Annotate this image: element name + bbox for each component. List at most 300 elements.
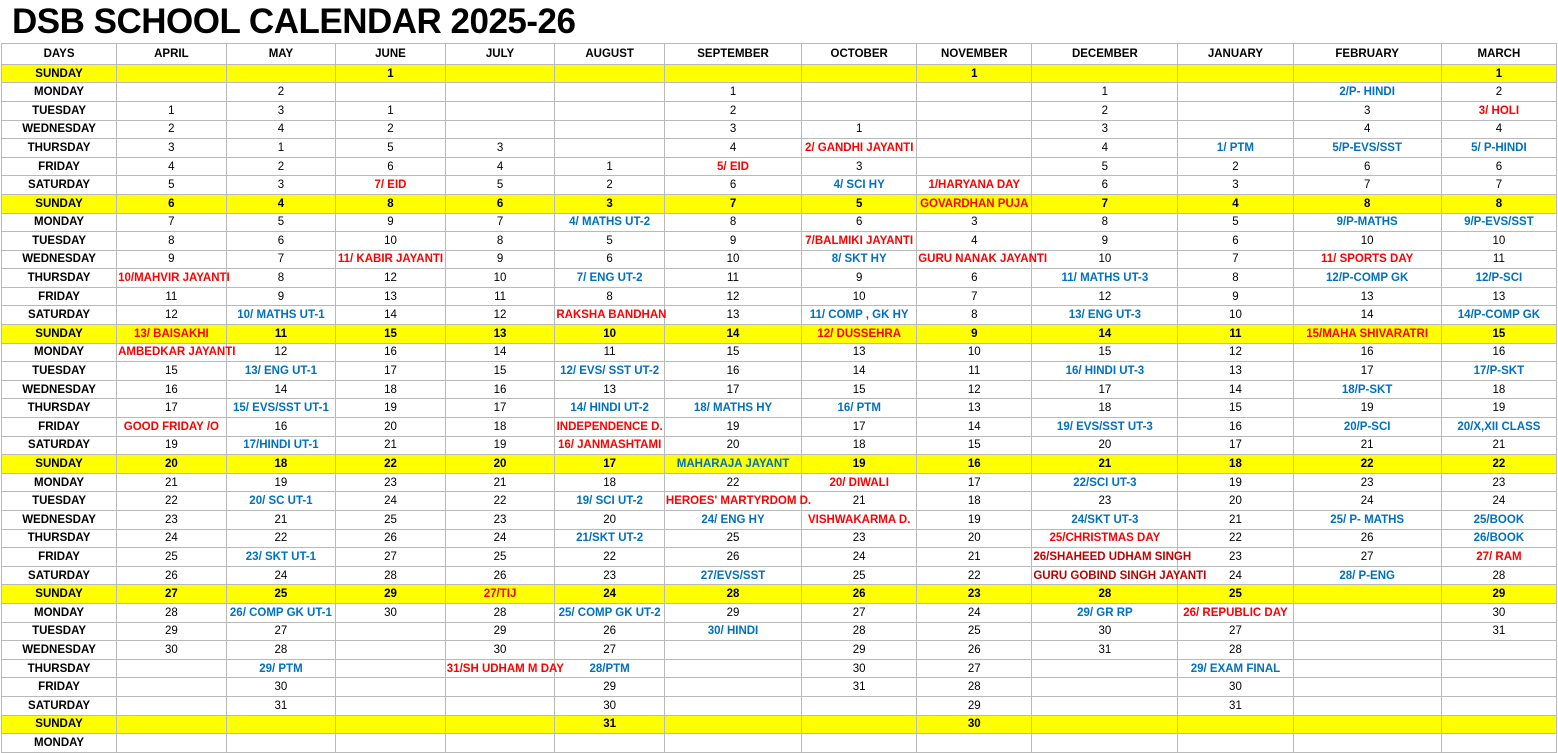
calendar-cell[interactable]: 7 [1441, 176, 1556, 195]
calendar-cell[interactable]: 4 [917, 232, 1032, 251]
calendar-cell[interactable] [917, 120, 1032, 139]
calendar-cell[interactable]: 15 [664, 343, 801, 362]
calendar-cell[interactable] [1032, 696, 1178, 715]
calendar-cell[interactable]: 9 [917, 325, 1032, 344]
calendar-cell[interactable]: 30 [336, 603, 446, 622]
calendar-cell[interactable]: 24 [555, 585, 665, 604]
calendar-cell[interactable]: 2 [226, 157, 336, 176]
calendar-cell[interactable] [1293, 269, 1441, 288]
calendar-cell[interactable]: 20 [664, 436, 801, 455]
calendar-cell[interactable]: 26/BOOK [1441, 529, 1556, 548]
calendar-cell[interactable]: 19 [445, 436, 555, 455]
calendar-cell[interactable]: 16 [917, 455, 1032, 474]
calendar-cell[interactable]: 2 [664, 101, 801, 120]
calendar-cell[interactable] [1178, 603, 1293, 622]
calendar-cell[interactable] [1441, 418, 1556, 437]
calendar-cell[interactable]: 30 [1032, 622, 1178, 641]
calendar-cell[interactable]: 21 [117, 473, 227, 492]
calendar-cell[interactable] [1293, 585, 1441, 604]
calendar-cell[interactable] [664, 455, 801, 474]
calendar-cell[interactable]: 6 [336, 157, 446, 176]
calendar-cell[interactable] [664, 659, 801, 678]
calendar-cell[interactable] [802, 139, 917, 158]
calendar-cell[interactable]: 10 [555, 325, 665, 344]
calendar-cell[interactable]: 10 [664, 250, 801, 269]
calendar-cell[interactable]: 20/P-SCI [1293, 418, 1441, 437]
calendar-cell[interactable]: 13 [1441, 287, 1556, 306]
calendar-cell[interactable]: 17 [1293, 362, 1441, 381]
calendar-cell[interactable]: 14 [336, 306, 446, 325]
calendar-cell[interactable]: 8/ SKT HY [802, 250, 917, 269]
calendar-cell[interactable] [226, 64, 336, 83]
calendar-cell[interactable]: 28 [117, 603, 227, 622]
calendar-cell[interactable]: 5 [336, 139, 446, 158]
calendar-cell[interactable]: 27 [1178, 622, 1293, 641]
calendar-cell[interactable] [117, 325, 227, 344]
calendar-cell[interactable]: 17 [555, 455, 665, 474]
calendar-cell[interactable]: 16/ PTM [802, 399, 917, 418]
calendar-cell[interactable] [445, 83, 555, 102]
calendar-cell[interactable] [1178, 64, 1293, 83]
calendar-cell[interactable]: 30 [445, 641, 555, 660]
calendar-cell[interactable] [1032, 548, 1192, 567]
calendar-cell[interactable]: 22 [1293, 455, 1441, 474]
calendar-cell[interactable] [336, 696, 446, 715]
calendar-cell[interactable] [802, 715, 917, 734]
calendar-cell[interactable] [336, 83, 446, 102]
calendar-cell[interactable]: 29 [555, 678, 665, 697]
calendar-cell[interactable] [555, 418, 665, 437]
calendar-cell[interactable] [1293, 641, 1441, 660]
calendar-cell[interactable]: 4 [1178, 194, 1293, 213]
calendar-cell[interactable]: 10 [917, 343, 1032, 362]
calendar-cell[interactable]: 13 [555, 380, 665, 399]
calendar-cell[interactable]: 28 [226, 641, 336, 660]
calendar-cell[interactable]: 27 [117, 585, 227, 604]
calendar-cell[interactable]: 11 [1441, 250, 1556, 269]
calendar-cell[interactable]: 6 [802, 213, 917, 232]
calendar-cell[interactable] [917, 157, 1032, 176]
calendar-cell[interactable]: 16 [1178, 418, 1293, 437]
calendar-cell[interactable]: 2 [226, 83, 336, 102]
calendar-cell[interactable]: 30 [555, 696, 665, 715]
calendar-cell[interactable]: 3/ HOLI [1441, 101, 1556, 120]
calendar-cell[interactable]: 1 [1441, 64, 1556, 83]
calendar-cell[interactable]: 31 [802, 678, 917, 697]
calendar-cell[interactable] [664, 734, 801, 753]
calendar-cell[interactable]: 27 [226, 622, 336, 641]
calendar-cell[interactable]: 8 [555, 287, 665, 306]
calendar-cell[interactable]: 2 [1441, 83, 1556, 102]
calendar-cell[interactable]: 26 [555, 622, 665, 641]
calendar-cell[interactable] [664, 399, 801, 418]
calendar-cell[interactable]: 21 [917, 548, 1032, 567]
calendar-cell[interactable]: 6 [1441, 157, 1556, 176]
calendar-cell[interactable] [117, 343, 236, 362]
calendar-cell[interactable]: 16 [445, 380, 555, 399]
calendar-cell[interactable]: 14 [1293, 306, 1441, 325]
calendar-cell[interactable]: 1 [226, 139, 336, 158]
calendar-cell[interactable]: 7 [117, 213, 227, 232]
calendar-cell[interactable]: 10 [1293, 232, 1441, 251]
calendar-cell[interactable]: 25 [664, 529, 801, 548]
calendar-cell[interactable] [555, 269, 665, 288]
calendar-cell[interactable]: 18 [1441, 380, 1556, 399]
calendar-cell[interactable]: 31 [555, 715, 665, 734]
calendar-cell[interactable]: 11 [664, 269, 801, 288]
calendar-cell[interactable]: 23 [802, 529, 917, 548]
calendar-cell[interactable]: 29 [664, 603, 801, 622]
calendar-cell[interactable]: 7 [226, 250, 336, 269]
calendar-cell[interactable]: 31 [226, 696, 336, 715]
calendar-cell[interactable]: 29 [117, 622, 227, 641]
calendar-cell[interactable]: 1 [664, 83, 801, 102]
calendar-cell[interactable] [555, 306, 665, 325]
calendar-cell[interactable]: 6 [917, 269, 1032, 288]
calendar-cell[interactable]: 29/ GR RP [1032, 603, 1178, 622]
calendar-cell[interactable] [226, 492, 336, 511]
calendar-cell[interactable]: 20 [445, 455, 555, 474]
calendar-cell[interactable]: 14 [802, 362, 917, 381]
calendar-cell[interactable]: 5 [1178, 213, 1293, 232]
calendar-cell[interactable]: 4/ SCI HY [802, 176, 917, 195]
calendar-cell[interactable] [664, 678, 801, 697]
calendar-cell[interactable]: 31 [1032, 641, 1178, 660]
calendar-cell[interactable]: 21 [1178, 511, 1293, 530]
calendar-cell[interactable]: 22 [555, 548, 665, 567]
calendar-cell[interactable]: 28 [664, 585, 801, 604]
calendar-cell[interactable]: 24 [336, 492, 446, 511]
calendar-cell[interactable]: 21 [1032, 455, 1178, 474]
calendar-cell[interactable] [802, 306, 917, 325]
calendar-cell[interactable]: 24 [1441, 492, 1556, 511]
calendar-cell[interactable] [1178, 101, 1293, 120]
calendar-cell[interactable]: 4 [226, 120, 336, 139]
calendar-cell[interactable]: 15 [802, 380, 917, 399]
calendar-cell[interactable] [117, 734, 227, 753]
calendar-cell[interactable] [664, 641, 801, 660]
calendar-cell[interactable]: 8 [917, 306, 1032, 325]
calendar-cell[interactable]: 28 [1441, 566, 1556, 585]
calendar-cell[interactable]: 16 [117, 380, 227, 399]
calendar-cell[interactable]: 1 [117, 101, 227, 120]
calendar-cell[interactable]: 5/ P-HINDI [1441, 139, 1556, 158]
calendar-cell[interactable]: 27 [802, 603, 917, 622]
calendar-cell[interactable] [1178, 83, 1293, 102]
calendar-cell[interactable]: 4 [226, 194, 336, 213]
calendar-cell[interactable]: 22 [1178, 529, 1293, 548]
calendar-cell[interactable] [1178, 120, 1293, 139]
calendar-cell[interactable]: 27 [1293, 548, 1441, 567]
calendar-cell[interactable] [336, 659, 446, 678]
calendar-cell[interactable]: 6 [1293, 157, 1441, 176]
calendar-cell[interactable]: 24 [117, 529, 227, 548]
calendar-cell[interactable]: 18 [445, 418, 555, 437]
calendar-cell[interactable]: 15 [1178, 399, 1293, 418]
calendar-cell[interactable] [1032, 306, 1178, 325]
calendar-cell[interactable]: 14 [445, 343, 555, 362]
calendar-cell[interactable] [1293, 603, 1441, 622]
calendar-cell[interactable]: 3 [226, 176, 336, 195]
calendar-cell[interactable]: 12 [445, 306, 555, 325]
calendar-cell[interactable]: 30 [226, 678, 336, 697]
calendar-cell[interactable] [336, 250, 446, 269]
calendar-cell[interactable] [917, 101, 1032, 120]
calendar-cell[interactable] [226, 548, 336, 567]
calendar-cell[interactable]: 20 [917, 529, 1032, 548]
calendar-cell[interactable]: 9 [226, 287, 336, 306]
calendar-cell[interactable]: 15 [1032, 343, 1178, 362]
calendar-cell[interactable]: 30 [1441, 603, 1556, 622]
calendar-cell[interactable]: 18 [555, 473, 665, 492]
calendar-cell[interactable] [226, 362, 336, 381]
calendar-cell[interactable]: 28 [802, 622, 917, 641]
calendar-cell[interactable]: 28/ P-ENG [1293, 566, 1441, 585]
calendar-cell[interactable]: 9 [445, 250, 555, 269]
calendar-cell[interactable] [1293, 659, 1441, 678]
calendar-cell[interactable]: 16 [1441, 343, 1556, 362]
calendar-cell[interactable]: 15 [445, 362, 555, 381]
calendar-cell[interactable]: 17 [445, 399, 555, 418]
calendar-cell[interactable] [117, 269, 230, 288]
calendar-cell[interactable] [1441, 678, 1556, 697]
calendar-cell[interactable]: 3 [802, 157, 917, 176]
calendar-cell[interactable] [1293, 511, 1441, 530]
calendar-cell[interactable]: 7 [445, 213, 555, 232]
calendar-cell[interactable]: 25 [802, 566, 917, 585]
calendar-cell[interactable]: 9 [802, 269, 917, 288]
calendar-cell[interactable]: 23 [1032, 492, 1178, 511]
calendar-cell[interactable]: 21 [802, 492, 917, 511]
calendar-cell[interactable]: 25 [1178, 585, 1293, 604]
calendar-cell[interactable]: 7 [1178, 250, 1293, 269]
calendar-cell[interactable] [664, 715, 801, 734]
calendar-cell[interactable] [664, 492, 812, 511]
calendar-cell[interactable]: 21 [1441, 436, 1556, 455]
calendar-cell[interactable]: 4 [117, 157, 227, 176]
calendar-cell[interactable]: 24 [226, 566, 336, 585]
calendar-cell[interactable]: 13 [802, 343, 917, 362]
calendar-cell[interactable] [1032, 269, 1178, 288]
calendar-cell[interactable]: 8 [1293, 194, 1441, 213]
calendar-cell[interactable] [226, 734, 336, 753]
calendar-cell[interactable] [1441, 213, 1556, 232]
calendar-cell[interactable]: 23 [336, 473, 446, 492]
calendar-cell[interactable]: 3 [445, 139, 555, 158]
calendar-cell[interactable]: 18 [1032, 399, 1178, 418]
calendar-cell[interactable]: 23 [555, 566, 665, 585]
calendar-cell[interactable] [336, 641, 446, 660]
calendar-cell[interactable]: 9 [664, 232, 801, 251]
calendar-cell[interactable]: 7 [917, 287, 1032, 306]
calendar-cell[interactable]: 26 [117, 566, 227, 585]
calendar-cell[interactable]: 29 [336, 585, 446, 604]
calendar-cell[interactable]: 25 [336, 511, 446, 530]
calendar-cell[interactable]: 15 [917, 436, 1032, 455]
calendar-cell[interactable] [1178, 659, 1293, 678]
calendar-cell[interactable]: 6 [1032, 176, 1178, 195]
calendar-cell[interactable] [1441, 696, 1556, 715]
calendar-cell[interactable] [445, 734, 555, 753]
calendar-cell[interactable]: 9 [336, 213, 446, 232]
calendar-cell[interactable]: 1 [336, 101, 446, 120]
calendar-cell[interactable]: 1 [555, 157, 665, 176]
calendar-cell[interactable]: 20 [1178, 492, 1293, 511]
calendar-cell[interactable]: 21 [1293, 436, 1441, 455]
calendar-cell[interactable]: 12 [664, 287, 801, 306]
calendar-cell[interactable]: 27 [555, 641, 665, 660]
calendar-cell[interactable] [917, 139, 1032, 158]
calendar-cell[interactable] [117, 696, 227, 715]
calendar-cell[interactable] [336, 678, 446, 697]
calendar-cell[interactable]: 29/ PTM [226, 659, 336, 678]
calendar-cell[interactable] [917, 194, 1032, 213]
calendar-cell[interactable]: 24 [917, 603, 1032, 622]
calendar-cell[interactable]: 16 [664, 362, 801, 381]
calendar-cell[interactable]: 18 [1178, 455, 1293, 474]
calendar-cell[interactable]: 2 [555, 176, 665, 195]
calendar-cell[interactable]: 14 [917, 418, 1032, 437]
calendar-cell[interactable] [664, 64, 801, 83]
calendar-cell[interactable]: 29 [1441, 585, 1556, 604]
calendar-cell[interactable]: 19 [226, 473, 336, 492]
calendar-cell[interactable]: 14 [664, 325, 801, 344]
calendar-cell[interactable]: 3 [555, 194, 665, 213]
calendar-cell[interactable]: 18/P-SKT [1293, 380, 1441, 399]
calendar-cell[interactable]: 31 [1441, 622, 1556, 641]
calendar-cell[interactable]: 24 [802, 548, 917, 567]
calendar-cell[interactable]: 22 [226, 529, 336, 548]
calendar-cell[interactable]: 11 [117, 287, 227, 306]
calendar-cell[interactable]: 29 [802, 641, 917, 660]
calendar-cell[interactable] [1032, 418, 1178, 437]
calendar-cell[interactable] [117, 418, 227, 437]
calendar-cell[interactable] [1293, 64, 1441, 83]
calendar-cell[interactable]: 1 [1032, 83, 1178, 102]
calendar-cell[interactable]: 12/P-SCI [1441, 269, 1556, 288]
calendar-cell[interactable]: 9 [1032, 232, 1178, 251]
calendar-cell[interactable]: 29 [445, 622, 555, 641]
calendar-cell[interactable]: 4 [1293, 120, 1441, 139]
calendar-cell[interactable]: 7 [664, 194, 801, 213]
calendar-cell[interactable]: 10 [336, 232, 446, 251]
calendar-cell[interactable]: 22 [1441, 455, 1556, 474]
calendar-cell[interactable]: 13 [445, 325, 555, 344]
calendar-cell[interactable] [802, 83, 917, 102]
calendar-cell[interactable]: 23 [917, 585, 1032, 604]
calendar-cell[interactable] [445, 101, 555, 120]
calendar-cell[interactable]: 3 [226, 101, 336, 120]
calendar-cell[interactable]: 8 [336, 194, 446, 213]
calendar-cell[interactable]: 8 [1032, 213, 1178, 232]
calendar-cell[interactable]: 27 [336, 548, 446, 567]
calendar-cell[interactable] [802, 64, 917, 83]
calendar-cell[interactable]: 5 [802, 194, 917, 213]
calendar-cell[interactable] [445, 678, 555, 697]
calendar-cell[interactable]: 11 [1178, 325, 1293, 344]
calendar-cell[interactable] [555, 734, 665, 753]
calendar-cell[interactable]: 10 [1032, 250, 1178, 269]
calendar-cell[interactable] [117, 64, 227, 83]
calendar-cell[interactable]: 11 [445, 287, 555, 306]
calendar-cell[interactable]: 25 [117, 548, 227, 567]
calendar-cell[interactable]: 17 [336, 362, 446, 381]
calendar-cell[interactable]: 22 [445, 492, 555, 511]
calendar-cell[interactable]: 20 [117, 455, 227, 474]
calendar-cell[interactable]: 23 [117, 511, 227, 530]
calendar-cell[interactable] [226, 436, 336, 455]
calendar-cell[interactable]: 8 [226, 269, 336, 288]
calendar-cell[interactable]: 3 [1178, 176, 1293, 195]
calendar-cell[interactable]: 16 [336, 343, 446, 362]
calendar-cell[interactable]: 1/ PTM [1178, 139, 1293, 158]
calendar-cell[interactable] [117, 83, 227, 102]
calendar-cell[interactable]: 19 [802, 455, 917, 474]
calendar-cell[interactable]: 21 [226, 511, 336, 530]
calendar-cell[interactable]: 13 [1293, 287, 1441, 306]
calendar-cell[interactable]: 3 [664, 120, 801, 139]
calendar-cell[interactable]: 20/ DIWALI [802, 473, 917, 492]
calendar-cell[interactable]: 14 [1178, 380, 1293, 399]
calendar-cell[interactable]: 22 [917, 566, 1032, 585]
calendar-cell[interactable]: 2 [117, 120, 227, 139]
calendar-cell[interactable]: 18 [917, 492, 1032, 511]
calendar-cell[interactable]: 25 [917, 622, 1032, 641]
calendar-cell[interactable] [445, 715, 555, 734]
calendar-cell[interactable] [1293, 622, 1441, 641]
calendar-cell[interactable] [802, 232, 917, 251]
calendar-cell[interactable] [802, 511, 917, 530]
calendar-cell[interactable] [555, 83, 665, 102]
calendar-cell[interactable] [445, 64, 555, 83]
calendar-cell[interactable] [1293, 139, 1441, 158]
calendar-cell[interactable]: 20 [1032, 436, 1178, 455]
calendar-cell[interactable]: 10 [1178, 306, 1293, 325]
calendar-cell[interactable]: 21 [336, 436, 446, 455]
calendar-cell[interactable]: 30/ HINDI [664, 622, 801, 641]
calendar-cell[interactable]: 30 [117, 641, 227, 660]
calendar-cell[interactable]: 5 [117, 176, 227, 195]
calendar-cell[interactable] [555, 213, 665, 232]
calendar-cell[interactable]: 25 [445, 548, 555, 567]
calendar-cell[interactable]: 29 [917, 696, 1032, 715]
calendar-cell[interactable] [336, 734, 446, 753]
calendar-cell[interactable]: 23 [445, 511, 555, 530]
calendar-cell[interactable]: 31 [1178, 696, 1293, 715]
calendar-cell[interactable]: 18 [226, 455, 336, 474]
calendar-cell[interactable]: 15 [117, 362, 227, 381]
calendar-cell[interactable] [117, 659, 227, 678]
calendar-cell[interactable]: 5 [1032, 157, 1178, 176]
calendar-cell[interactable]: 24 [1293, 492, 1441, 511]
calendar-cell[interactable]: 19 [117, 436, 227, 455]
calendar-cell[interactable]: 22 [336, 455, 446, 474]
calendar-cell[interactable]: 30 [917, 715, 1032, 734]
calendar-cell[interactable] [1032, 566, 1207, 585]
calendar-cell[interactable] [802, 696, 917, 715]
calendar-cell[interactable] [664, 696, 801, 715]
calendar-cell[interactable]: 4 [1032, 139, 1178, 158]
calendar-cell[interactable] [226, 306, 336, 325]
calendar-cell[interactable]: 20 [555, 511, 665, 530]
calendar-cell[interactable]: 12 [226, 343, 336, 362]
calendar-cell[interactable] [555, 529, 665, 548]
calendar-cell[interactable]: 9 [1178, 287, 1293, 306]
calendar-cell[interactable] [1293, 696, 1441, 715]
calendar-cell[interactable]: 17 [1032, 380, 1178, 399]
calendar-cell[interactable]: 5 [555, 232, 665, 251]
calendar-cell[interactable] [1032, 734, 1178, 753]
